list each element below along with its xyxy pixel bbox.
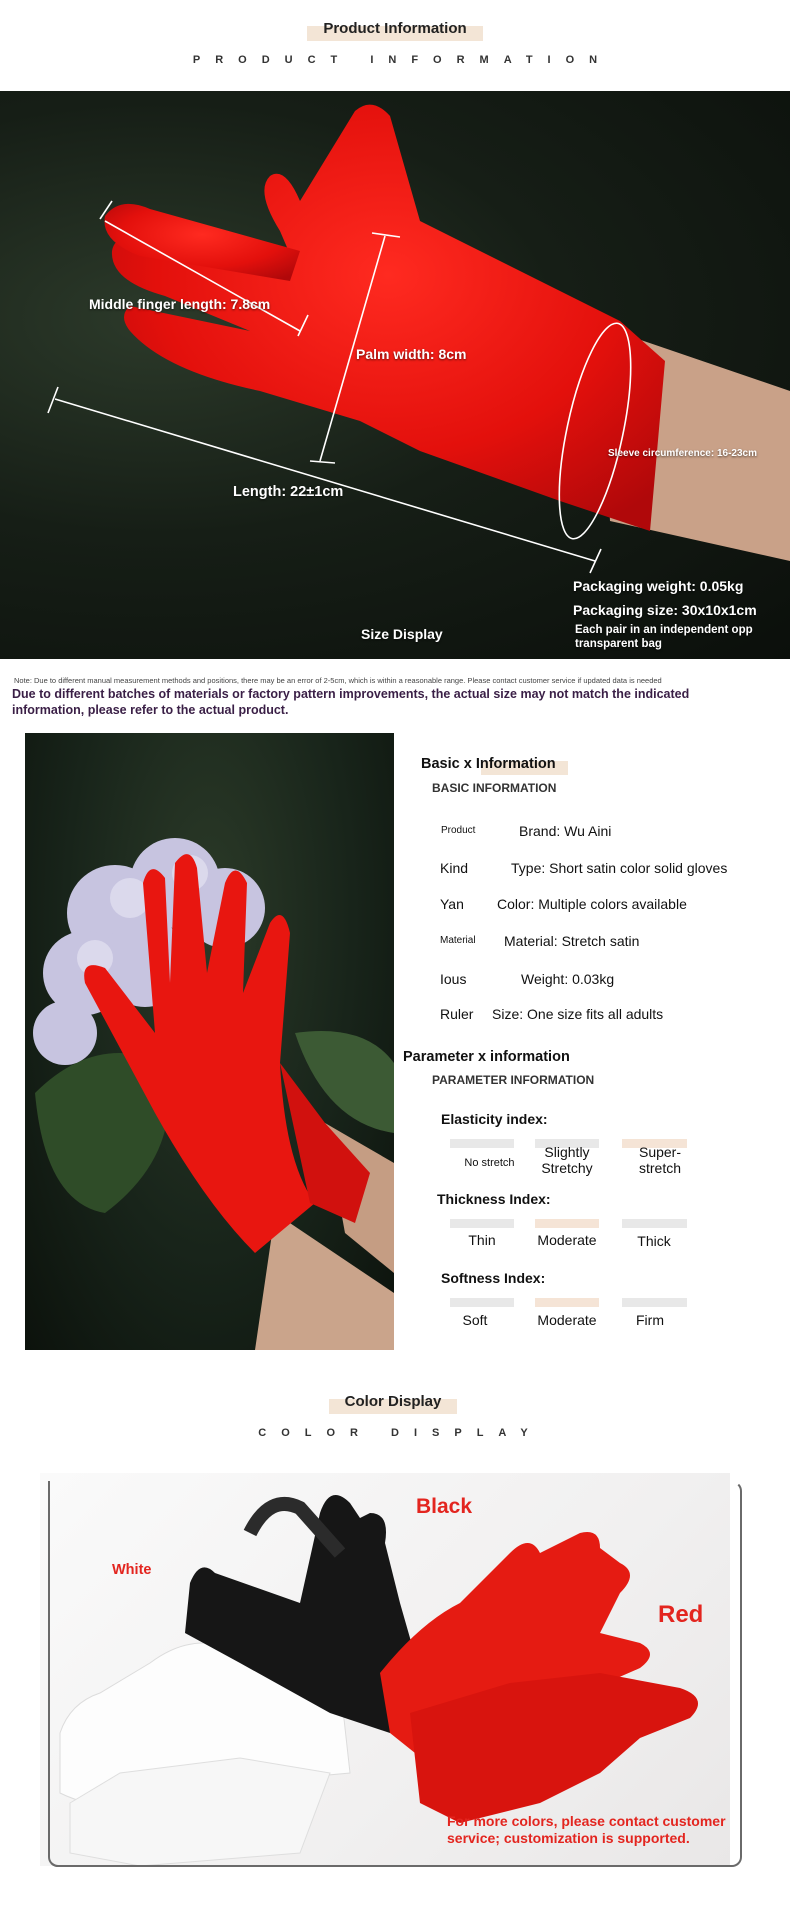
size-display-caption: Size Display xyxy=(361,626,443,642)
softness-label: Softness Index: xyxy=(441,1270,546,1286)
softness-level-1: Soft xyxy=(462,1312,488,1328)
elasticity-level-3: Super-stretch xyxy=(638,1144,682,1176)
thickness-bar-2 xyxy=(535,1219,599,1228)
middle-finger-label: Middle finger length: 7.8cm xyxy=(89,296,271,312)
sleeve-label: Sleeve circumference: 16-23cm xyxy=(608,448,757,459)
softness-level-3: Firm xyxy=(636,1312,664,1328)
info-value: Brand: Wu Aini xyxy=(519,823,612,839)
thickness-level-3: Thick xyxy=(637,1233,671,1249)
info-key: Product xyxy=(441,825,476,836)
glove-flower-photo xyxy=(25,733,394,1350)
thickness-bar-1 xyxy=(450,1219,514,1228)
packaging-weight: Packaging weight: 0.05kg xyxy=(573,578,744,594)
size-display-photo xyxy=(0,91,790,659)
batch-note: Due to different batches of materials or factory pattern improvements, the actual size may not match the indicated information, please refer to the actual product. xyxy=(12,687,690,717)
product-info-header xyxy=(0,20,790,66)
packaging-size: Packaging size: 30x10x1cm xyxy=(573,602,757,618)
product-info-subtitle: PRODUCT INFORMATION xyxy=(192,54,613,66)
info-value: Weight: 0.03kg xyxy=(521,971,615,987)
color-label-red: Red xyxy=(658,1601,704,1628)
color-label-white: White xyxy=(112,1562,152,1578)
elasticity-level-2: Slightly Stretchy xyxy=(541,1144,593,1176)
thickness-level-2: Moderate xyxy=(537,1232,597,1248)
palm-width-label: Palm width: 8cm xyxy=(356,346,467,362)
softness-bar-3 xyxy=(622,1298,687,1307)
info-key: Kind xyxy=(440,860,469,876)
info-key: Ruler xyxy=(440,1006,474,1022)
param-info-header xyxy=(403,1049,594,1087)
thickness-label: Thickness Index: xyxy=(437,1191,551,1207)
param-info-subtitle: PARAMETER INFORMATION xyxy=(432,1073,595,1087)
color-display-subtitle: COLOR DISPLAY xyxy=(258,1427,543,1439)
length-label: Length: 22±1cm xyxy=(233,484,344,500)
packaging-bag: Each pair in an independent opp transparent bag xyxy=(575,624,753,650)
info-value: Type: Short satin color solid gloves xyxy=(511,860,728,876)
color-label-black: Black xyxy=(416,1495,473,1518)
color-frame xyxy=(48,1481,742,1867)
info-value: Color: Multiple colors available xyxy=(497,896,687,912)
info-key: Ious xyxy=(440,971,467,987)
basic-info-header xyxy=(421,755,556,795)
param-info-title: Parameter x information xyxy=(403,1049,570,1065)
softness-bar-2 xyxy=(535,1298,599,1307)
color-display-title: Color Display xyxy=(344,1393,442,1410)
info-value: Material: Stretch satin xyxy=(504,933,640,949)
info-key: Yan xyxy=(440,896,464,912)
softness-level-2: Moderate xyxy=(537,1312,597,1328)
thickness-bar-3 xyxy=(622,1219,687,1228)
elasticity-bar-1 xyxy=(450,1139,514,1148)
contact-note: For more colors, please contact customer service; customization is supported. xyxy=(447,1813,726,1846)
color-frame-left xyxy=(48,1481,60,1867)
basic-info-subtitle: BASIC INFORMATION xyxy=(432,781,557,795)
measurement-note: Note: Due to different manual measurement methods and positions, there may be an error of 2-5cm, which is within a reasonable range. Please contact customer service if updated data is needed xyxy=(14,676,662,685)
basic-info-title: Basic x Information xyxy=(421,756,556,772)
info-key: Material xyxy=(440,935,476,946)
product-info-title: Product Information xyxy=(323,20,467,37)
info-value: Size: One size fits all adults xyxy=(492,1006,664,1022)
softness-bar-1 xyxy=(450,1298,514,1307)
elasticity-level-1: No stretch xyxy=(464,1157,515,1169)
elasticity-label: Elasticity index: xyxy=(441,1111,548,1127)
color-display-header xyxy=(0,1393,786,1439)
thickness-level-1: Thin xyxy=(468,1232,496,1248)
